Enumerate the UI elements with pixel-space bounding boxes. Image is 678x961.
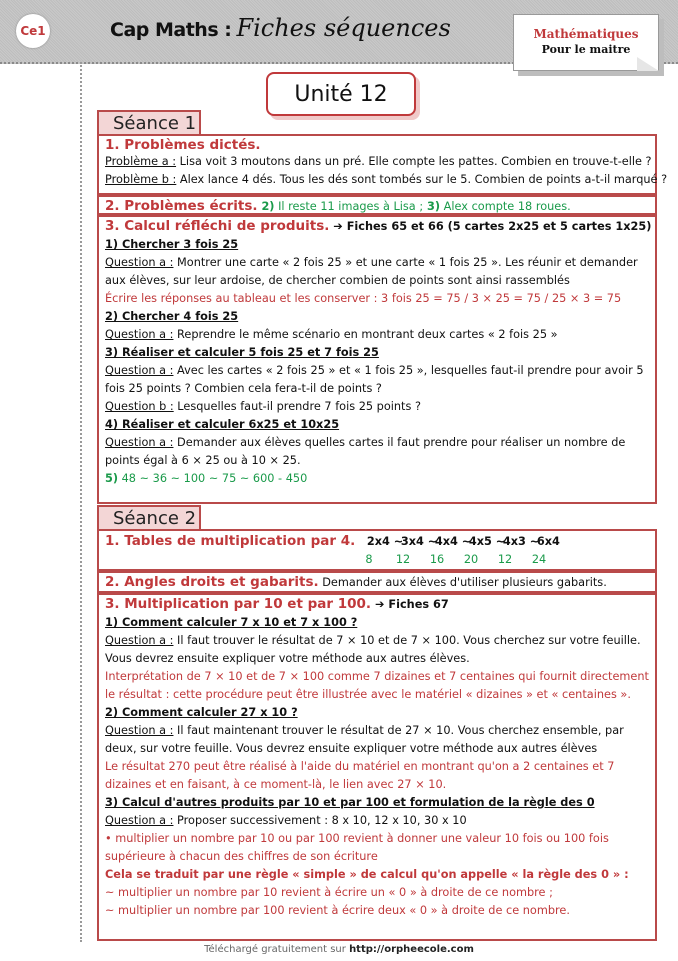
problem-a xyxy=(105,153,652,171)
question-text: Il faut maintenant trouver le résultat de 27 × 10. Vous cherchez ensemble, par deux, sur votre feuille. Vous devrez ensuite expliquer votre méthode aux autres élèves xyxy=(105,724,624,755)
part-3-question-a xyxy=(105,362,649,398)
question-text: Montrer une carte « 2 fois 25 » et une carte « 1 fois 25 ». Les réunir et demander aux élèves, sur leur ardoise, de chercher combien de points sont ainsi rassemblés xyxy=(105,256,638,287)
s2-section-angles xyxy=(97,571,657,593)
part-1-title: 1) Comment calculer 7 x 10 et 7 x 100 ? xyxy=(105,616,358,629)
calcul-heading-line xyxy=(105,218,652,236)
question-label: Question a : xyxy=(105,634,174,647)
part-5-num: 5) xyxy=(105,472,119,485)
tables-items xyxy=(367,532,560,551)
section-heading: 1. Tables de multiplication par 4. xyxy=(105,533,356,549)
question-label: Question a : xyxy=(105,364,174,377)
part-1-note: Interprétation de 7 × 10 et de 7 × 100 comme 7 dizaines et 7 centaines qui fournit directement le résultat : cette procédure peut être illustrée avec le matériel « dizaines » et « centaines ». xyxy=(105,670,649,701)
part-1-question-a xyxy=(105,254,649,290)
part-3-title: 3) Calcul d'autres produits par 10 et par 100 et formulation de la règle des 0 xyxy=(105,796,595,809)
table-answer: 24 xyxy=(531,553,547,566)
page-curl-icon xyxy=(637,57,659,71)
answer-3-num: 3) xyxy=(423,200,441,213)
table-item: 4x5 ~ xyxy=(468,535,506,548)
audience-label: Pour le maitre xyxy=(541,43,631,56)
rule-item-100: ~ multiplier un nombre par 100 revient à écrire deux « 0 » à droite de ce nombre. xyxy=(105,904,570,917)
answer-2-text: Il reste 11 images à Lisa ; xyxy=(274,200,424,213)
table-answer: 12 xyxy=(395,553,411,566)
question-label: Question b : xyxy=(105,400,174,413)
question-text: Demander aux élèves quelles cartes il faut prendre pour réaliser un nombre de points égal à 6 × 25 ou à 10 × 25. xyxy=(105,436,626,467)
answer-3-text: Alex compte 18 roues. xyxy=(440,200,571,213)
table-answer: 12 xyxy=(497,553,513,566)
subject-card xyxy=(513,14,659,71)
part-3-note: • multiplier un nombre par 10 ou par 100 revient à donner une valeur 10 fois ou 100 fois supérieure à chacun des chiffres de son écriture xyxy=(105,832,609,863)
part-2-question-a xyxy=(105,722,649,758)
table-item: 2x4 ~ xyxy=(366,535,404,548)
fiches-reference: ➔ Fiches 65 et 66 (5 cartes 2x25 et 5 cartes 1x25) xyxy=(329,220,652,233)
rule-item-10: ~ multiplier un nombre par 10 revient à écrire un « 0 » à droite de ce nombre ; xyxy=(105,886,553,899)
question-label: Question a : xyxy=(105,814,174,827)
question-label: Question a : xyxy=(105,724,174,737)
part-4-question-a xyxy=(105,434,649,470)
footer-link[interactable]: http://orpheecole.com xyxy=(349,944,474,955)
answer-2-num: 2) xyxy=(257,200,275,213)
seance-1-tab: Séance 1 xyxy=(97,110,201,134)
part-1-question-a xyxy=(105,632,649,668)
table-answer: 20 xyxy=(463,553,479,566)
unit-title: Unité 12 xyxy=(266,72,416,116)
rule-statement: Cela se traduit par une règle « simple » de calcul qu'on appelle « la règle des 0 » : xyxy=(105,868,629,881)
footer-text: Téléchargé gratuitement sur xyxy=(204,944,350,955)
question-label: Question a : xyxy=(105,436,174,449)
part-2-note: Le résultat 270 peut être réalisé à l'aide du matériel en montrant qu'on a 2 centaines et 7 dizaines et en faisant, à ce moment-là, le lien avec 27 × 10. xyxy=(105,760,615,791)
problem-b-label: Problème b : xyxy=(105,173,177,186)
angles-line xyxy=(105,574,649,592)
s2-section-multiplication xyxy=(97,593,657,941)
tables-answers xyxy=(105,551,649,569)
problemes-ecrits-line xyxy=(105,198,649,215)
section-heading: 1. Problèmes dictés. xyxy=(105,137,261,153)
problem-a-label: Problème a : xyxy=(105,155,177,168)
part-5-text: 48 ~ 36 ~ 100 ~ 75 ~ 600 - 450 xyxy=(118,472,308,485)
question-text: Il faut trouver le résultat de 7 × 10 et de 7 × 100. Vous cherchez sur votre feuille. Vous devrez ensuite expliquer votre méthode aux autres élèves. xyxy=(105,634,641,665)
part-4-title: 4) Réaliser et calculer 6x25 et 10x25 xyxy=(105,418,340,431)
problem-a-text: Lisa voit 3 moutons dans un pré. Elle compte les pattes. Combien en trouve-t-elle ? xyxy=(176,155,652,168)
seance-2-tab: Séance 2 xyxy=(97,505,201,529)
part-5-answers xyxy=(105,470,649,488)
question-text: Avec les cartes « 2 fois 25 » et « 1 fois 25 », lesquelles faut-il prendre pour avoir 5 fois 25 points ? Combien cela fera-t-il de points ? xyxy=(105,364,644,395)
subject-label: Mathématiques xyxy=(533,27,639,41)
table-item: 4x4 ~ xyxy=(434,535,472,548)
s1-section-problemes-dictes xyxy=(97,134,668,195)
table-answer: 16 xyxy=(429,553,445,566)
title-subtitle: Fiches séquences xyxy=(236,14,451,42)
problem-b-text: Alex lance 4 dés. Tous les dés sont tombés sur le 5. Combien de points a-t-il marqué ? xyxy=(176,173,668,186)
section-heading: 2. Problèmes écrits. xyxy=(105,198,258,214)
fiches-reference: ➔ Fiches 67 xyxy=(371,598,449,611)
tables-line xyxy=(105,532,649,551)
multiplication-heading-line xyxy=(105,596,649,614)
question-text: Lesquelles faut-il prendre 7 fois 25 points ? xyxy=(173,400,421,413)
section-heading: 3. Multiplication par 10 et par 100. xyxy=(105,596,372,612)
part-2-title: 2) Chercher 4 fois 25 xyxy=(105,310,239,323)
angles-text: Demander aux élèves d'utiliser plusieurs gabarits. xyxy=(318,576,607,589)
part-3-title: 3) Réaliser et calculer 5 fois 25 et 7 fois 25 xyxy=(105,346,379,359)
s1-section-problemes-ecrits xyxy=(97,195,657,215)
level-badge: Ce1 xyxy=(16,14,50,48)
part-1-title: 1) Chercher 3 fois 25 xyxy=(105,238,239,251)
table-item: 4x3 ~ xyxy=(502,535,540,548)
part-1-note: Écrire les réponses au tableau et les conserver : 3 fois 25 = 75 / 3 × 25 = 75 / 25 × 3 = 75 xyxy=(105,292,622,305)
part-3-question-b xyxy=(105,398,649,416)
question-label: Question a : xyxy=(105,256,174,269)
footer xyxy=(0,944,678,955)
table-item: 3x4 ~ xyxy=(400,535,438,548)
problem-b xyxy=(105,171,668,189)
table-item: 6x4 xyxy=(536,535,560,548)
title-brand: Cap Maths : xyxy=(110,19,232,41)
question-label: Question a : xyxy=(105,328,174,341)
margin-divider xyxy=(80,62,82,942)
part-2-title: 2) Comment calculer 27 x 10 ? xyxy=(105,706,298,719)
s2-section-tables xyxy=(97,529,657,571)
section-heading: 2. Angles droits et gabarits. xyxy=(105,574,319,590)
part-3-question-a xyxy=(105,812,649,830)
s1-section-calcul-reflechi xyxy=(97,215,657,504)
table-answer: 8 xyxy=(365,553,373,566)
question-text: Reprendre le même scénario en montrant deux cartes « 2 fois 25 » xyxy=(173,328,558,341)
question-text: Proposer successivement : 8 x 10, 12 x 10, 30 x 10 xyxy=(173,814,467,827)
part-2-question-a xyxy=(105,326,649,344)
page-title xyxy=(110,14,451,42)
section-heading: 3. Calcul réfléchi de produits. xyxy=(105,218,330,234)
